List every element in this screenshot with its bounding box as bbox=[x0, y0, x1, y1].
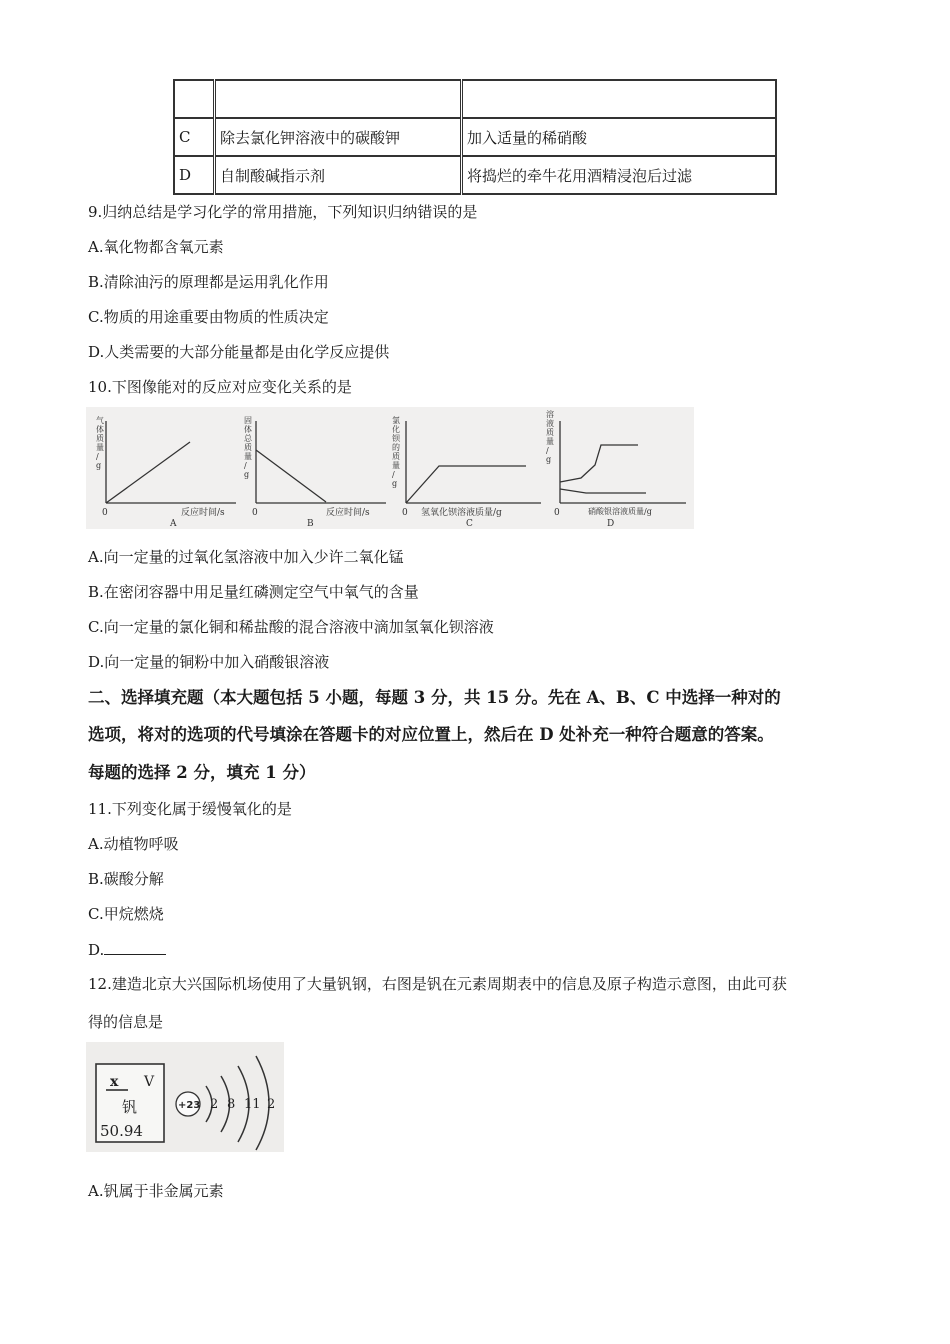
element-name: 钒 bbox=[122, 1098, 138, 1116]
element-number: x bbox=[110, 1074, 119, 1090]
q10-graphs-figure bbox=[86, 407, 694, 529]
table-row bbox=[174, 80, 776, 118]
table-cell-purpose bbox=[215, 80, 462, 118]
q9-option-c: C.物质的用途重要由物质的性质决定 bbox=[88, 308, 329, 326]
graph-c-letter: C bbox=[466, 519, 473, 529]
atom-shell-3-electrons: 11 bbox=[244, 1097, 261, 1112]
atom-nucleus-charge: +23 bbox=[178, 1100, 201, 1111]
q11-option-b: B.碳酸分解 bbox=[88, 870, 164, 888]
q12-stem-line-2: 得的信息是 bbox=[88, 1013, 164, 1031]
graph-c-y-label: 氯化钡的质量/ g bbox=[392, 416, 400, 488]
graph-a-x-label: 反应时间/s bbox=[181, 508, 225, 518]
q11-option-d-label: D. bbox=[88, 941, 105, 959]
graph-b-x-label: 反应时间/s bbox=[326, 508, 370, 518]
q10-stem: 10.下图像能对的反应对应变化关系的是 bbox=[88, 378, 352, 396]
atom-shell-4-electrons: 2 bbox=[267, 1097, 276, 1112]
graph-d-letter: D bbox=[607, 519, 615, 529]
table-cell-method bbox=[462, 80, 777, 118]
vanadium-svg bbox=[86, 1042, 284, 1152]
table-cell-purpose: 自制酸碱指示剂 bbox=[215, 156, 462, 194]
q12-stem-line-1: 12.建造北京大兴国际机场使用了大量钒钢，右图是钒在元素周期表中的信息及原子构造示意图，由此可获 bbox=[88, 975, 787, 993]
table-row bbox=[174, 156, 776, 194]
q9-option-b: B.清除油污的原理都是运用乳化作用 bbox=[88, 273, 329, 291]
q11-option-c: C.甲烷燃烧 bbox=[88, 905, 164, 923]
table-cell-method: 加入适量的稀硝酸 bbox=[462, 118, 777, 156]
q9-stem: 9.归纳总结是学习化学的常用措施，下列知识归纳错误的是 bbox=[88, 203, 478, 221]
q10-option-a: A.向一定量的过氧化氢溶液中加入少许二氧化锰 bbox=[88, 548, 404, 566]
atom-shell-1-electrons: 2 bbox=[210, 1097, 219, 1112]
graph-c-origin: 0 bbox=[402, 508, 408, 518]
experiment-table bbox=[173, 79, 777, 195]
graph-c-x-label: 氢氧化钡溶液质量/g bbox=[421, 508, 502, 518]
graph-a-letter: A bbox=[170, 519, 177, 529]
graph-d-x-label: 硝酸银溶液质量/g bbox=[588, 507, 652, 516]
q10-option-b: B.在密闭容器中用足量红磷测定空气中氧气的含量 bbox=[88, 583, 419, 601]
graph-b-y-label: 固体总质量/ g bbox=[244, 416, 252, 479]
q10-graphs-svg bbox=[86, 407, 694, 529]
graph-d-y-label: 溶液质量/ g bbox=[546, 410, 554, 464]
q9-option-a: A.氧化物都含氧元素 bbox=[88, 238, 224, 256]
q11-option-a: A.动植物呼吸 bbox=[88, 835, 179, 853]
table-cell-option: C bbox=[174, 118, 215, 156]
table-cell-purpose: 除去氯化钾溶液中的碳酸钾 bbox=[215, 118, 462, 156]
section-2-heading-line-2: 选项，将对的选项的代号填涂在答题卡的对应位置上，然后在 D 处补充一种符合题意的答案。 bbox=[88, 725, 774, 744]
graph-a-y-label: 气体质量/ g bbox=[96, 416, 104, 470]
graph-d-curve bbox=[560, 445, 638, 482]
graph-a-curve bbox=[106, 442, 190, 503]
graph-d-origin: 0 bbox=[554, 508, 560, 518]
q11-stem: 11.下列变化属于缓慢氧化的是 bbox=[88, 800, 292, 818]
graph-b-origin: 0 bbox=[252, 508, 258, 518]
q10-option-c: C.向一定量的氯化铜和稀盐酸的混合溶液中滴加氢氧化钡溶液 bbox=[88, 618, 494, 636]
graph-a-origin: 0 bbox=[102, 508, 108, 518]
table-cell-option: D bbox=[174, 156, 215, 194]
table-row bbox=[174, 118, 776, 156]
graph-c-curve bbox=[406, 466, 526, 503]
graph-b-curve bbox=[256, 450, 326, 502]
q11-option-d bbox=[88, 940, 166, 960]
graph-d-second-curve bbox=[560, 489, 646, 493]
table-cell-method: 将捣烂的牵牛花用酒精浸泡后过滤 bbox=[462, 156, 777, 194]
table-cell-option bbox=[174, 80, 215, 118]
vanadium-figure bbox=[86, 1042, 284, 1152]
element-symbol: V bbox=[144, 1074, 155, 1090]
section-2-heading-line-1: 二、选择填充题（本大题包括 5 小题，每题 3 分，共 15 分。先在 A、B、C 中选择一种对的 bbox=[88, 688, 781, 707]
q10-option-d: D.向一定量的铜粉中加入硝酸银溶液 bbox=[88, 653, 330, 671]
element-mass: 50.94 bbox=[100, 1122, 143, 1140]
section-2-heading-line-3: 每题的选择 2 分，填充 1 分） bbox=[88, 763, 316, 782]
q11-answer-blank[interactable] bbox=[104, 940, 166, 955]
q9-option-d: D.人类需要的大部分能量都是由化学反应提供 bbox=[88, 343, 390, 361]
q12-option-a: A.钒属于非金属元素 bbox=[88, 1182, 224, 1200]
atom-shell-2-electrons: 8 bbox=[227, 1097, 236, 1112]
graph-b-letter: B bbox=[307, 519, 314, 529]
